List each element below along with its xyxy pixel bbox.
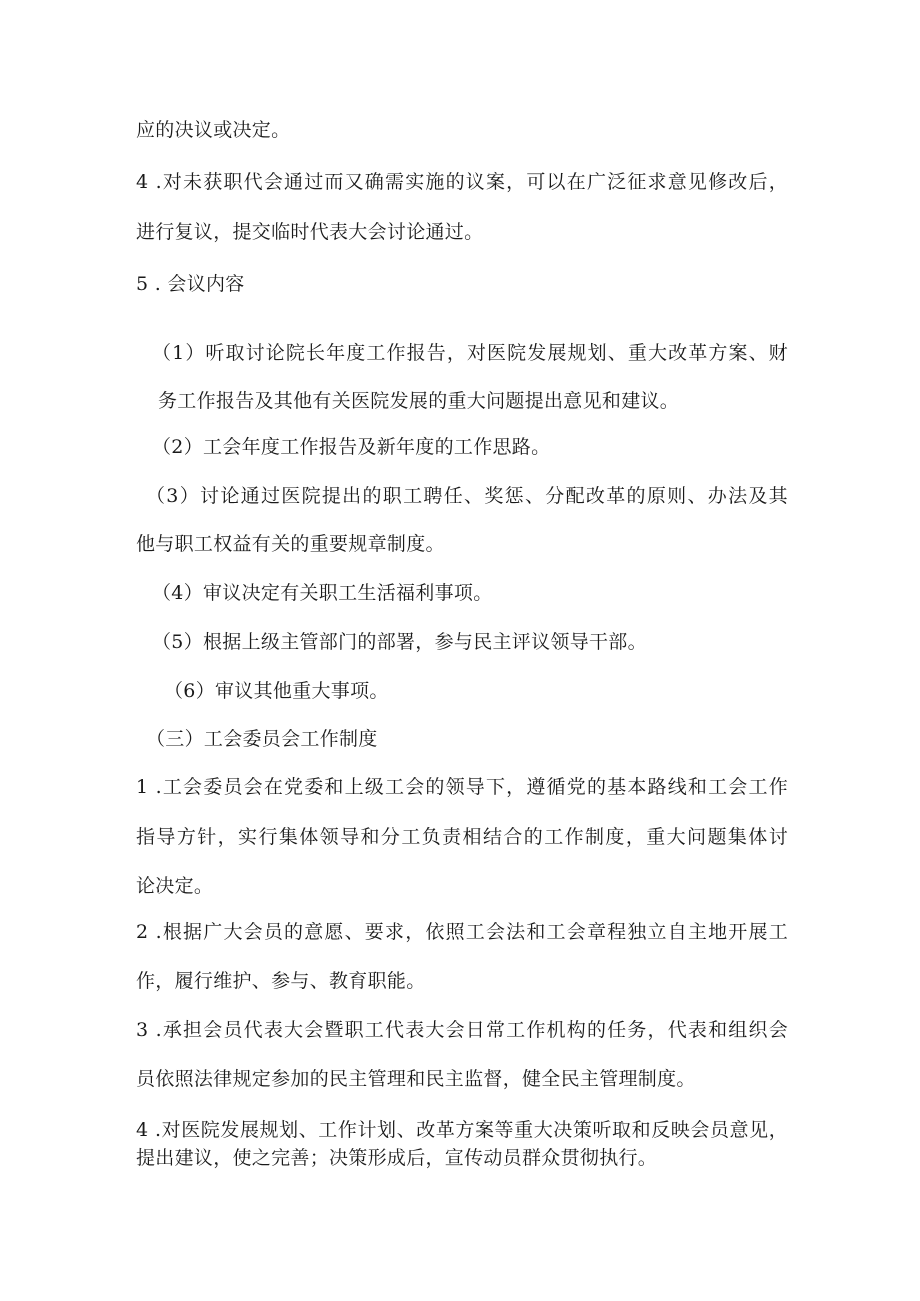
- text-line: 4 .对医院发展规划、工作计划、改革方案等重大决策听取和反映会员意见，: [136, 1119, 788, 1141]
- text-line: 应的决议或决定。: [136, 119, 291, 141]
- text-line: 3 .承担会员代表大会暨职工代表大会日常工作机构的任务，代表和组织会: [136, 1019, 788, 1041]
- text-line: 作，履行维护、参与、教育职能。: [136, 970, 426, 992]
- text-line: 论决定。: [136, 875, 214, 897]
- text-line: （1）听取讨论院长年度工作报告，对医院发展规划、重大改革方案、财: [152, 342, 788, 364]
- text-line: 2 .根据广大会员的意愿、要求，依照工会法和工会章程独立自主地开展工: [136, 921, 788, 943]
- text-line: （2）工会年度工作报告及新年度的工作思路。: [152, 436, 551, 458]
- text-line: 员依照法律规定参加的民主管理和民主监督，健全民主管理制度。: [136, 1068, 696, 1090]
- section-heading: 5 . 会议内容: [136, 273, 245, 295]
- text-line: （5）根据上级主管部门的部署，参与民主评议领导干部。: [152, 631, 647, 653]
- text-line: （3）讨论通过医院提出的职工聘任、奖惩、分配改革的原则、办法及其: [146, 485, 788, 507]
- text-line: 他与职工权益有关的重要规章制度。: [136, 533, 445, 555]
- text-line: 1 .工会委员会在党委和上级工会的领导下，遵循党的基本路线和工会工作: [136, 776, 788, 798]
- text-line: 提出建议，使之完善；决策形成后，宣传动员群众贯彻执行。: [136, 1147, 658, 1169]
- text-line: 进行复议，提交临时代表大会讨论通过。: [136, 221, 484, 243]
- text-line: （4）审议决定有关职工生活福利事项。: [152, 582, 493, 604]
- section-heading: （三）工会委员会工作制度: [146, 728, 378, 750]
- text-line: 指导方针，实行集体领导和分工负责相结合的工作制度，重大问题集体讨: [136, 826, 788, 848]
- text-line: 4 .对未获职代会通过而又确需实施的议案，可以在广泛征求意见修改后，: [136, 171, 788, 193]
- text-line: （6）审议其他重大事项。: [164, 680, 389, 702]
- text-line: 务工作报告及其他有关医院发展的重大问题提出意见和建议。: [158, 390, 680, 412]
